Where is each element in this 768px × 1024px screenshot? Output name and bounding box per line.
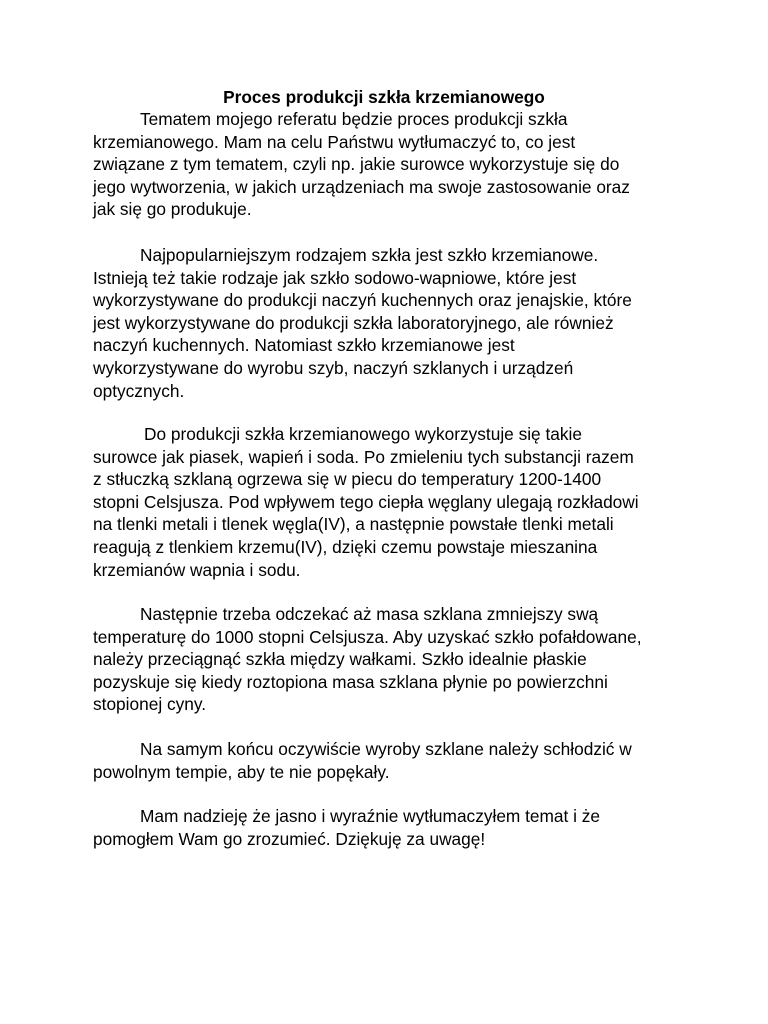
paragraph-line: stopni Celsjusza. Pod wpływem tego ciepła węglany ulegają rozkładowi [93, 491, 639, 512]
paragraph-line: należy przeciągnąć szkła między wałkami. Szkło idealnie płaskie [93, 649, 587, 670]
paragraph-line: Tematem mojego referatu będzie proces produkcji szkła [140, 109, 568, 129]
paragraph-line: reagują z tlenkiem krzemu(IV), dzięki czemu powstaje mieszanina [93, 536, 598, 557]
paragraph-glass-types [93, 244, 683, 402]
paragraph-line: Mam nadzieję że jasno i wyraźnie wytłumaczyłem temat i że [140, 806, 601, 826]
paragraph-introduction [93, 108, 683, 221]
paragraph-line: optycznych. [93, 380, 185, 401]
paragraph-cooling-shaping [93, 603, 683, 716]
paragraph-final-cooling [93, 738, 683, 783]
paragraph-line: surowce jak piasek, wapień i soda. Po zmieleniu tych substancji razem [93, 446, 634, 467]
paragraph-line: powolnym tempie, aby te nie popękały. [93, 761, 390, 782]
paragraph-line: pomogłem Wam go zrozumieć. Dziękuję za uwagę! [93, 828, 486, 849]
paragraph-line: jak się go produkuje. [93, 199, 252, 220]
paragraph-production [93, 423, 683, 581]
paragraph-line: jest wykorzystywane do produkcji szkła laboratoryjnego, ale również [93, 312, 614, 333]
paragraph-line: wykorzystywane do produkcji naczyń kuchennych oraz jenajskie, które [93, 290, 632, 311]
paragraph-line: Następnie trzeba odczekać aż masa szklana zmniejszy swą [140, 604, 599, 624]
paragraph-line: Istnieją też takie rodzaje jak szkło sodowo-wapniowe, które jest [93, 267, 577, 288]
paragraph-line: jego wytworzenia, w jakich urządzeniach ma swoje zastosowanie oraz [93, 176, 630, 197]
paragraph-line: krzemianów wapnia i sodu. [93, 559, 301, 580]
paragraph-line: krzemianowego. Mam na celu Państwu wytłumaczyć to, co jest [93, 131, 576, 152]
paragraph-line: z stłuczką szklaną ogrzewa się w piecu do temperatury 1200-1400 [93, 469, 602, 490]
paragraph-line: Na samym końcu oczywiście wyroby szklane należy schłodzić w [140, 739, 632, 759]
paragraph-line: naczyń kuchennych. Natomiast szkło krzemianowe jest [93, 335, 515, 356]
paragraph-line: Do produkcji szkła krzemianowego wykorzystuje się takie [144, 424, 582, 444]
paragraph-conclusion [93, 805, 683, 850]
document-title: Proces produkcji szkła krzemianowego [223, 87, 545, 107]
paragraph-line: Najpopularniejszym rodzajem szkła jest szkło krzemianowe. [140, 245, 599, 265]
paragraph-line: stopionej cyny. [93, 694, 207, 715]
paragraph-line: związane z tym tematem, czyli np. jakie surowce wykorzystuje się do [93, 154, 620, 175]
paragraph-line: pozyskuje się kiedy roztopiona masa szklana płynie po powierzchni [93, 671, 608, 692]
paragraph-line: temperaturę do 1000 stopni Celsjusza. Aby uzyskać szkło pofałdowane, [93, 626, 642, 647]
paragraph-line: na tlenki metali i tlenek węgla(IV), a następnie powstałe tlenki metali [93, 514, 614, 535]
paragraph-line: wykorzystywane do wyrobu szyb, naczyń szklanych i urządzeń [93, 357, 574, 378]
